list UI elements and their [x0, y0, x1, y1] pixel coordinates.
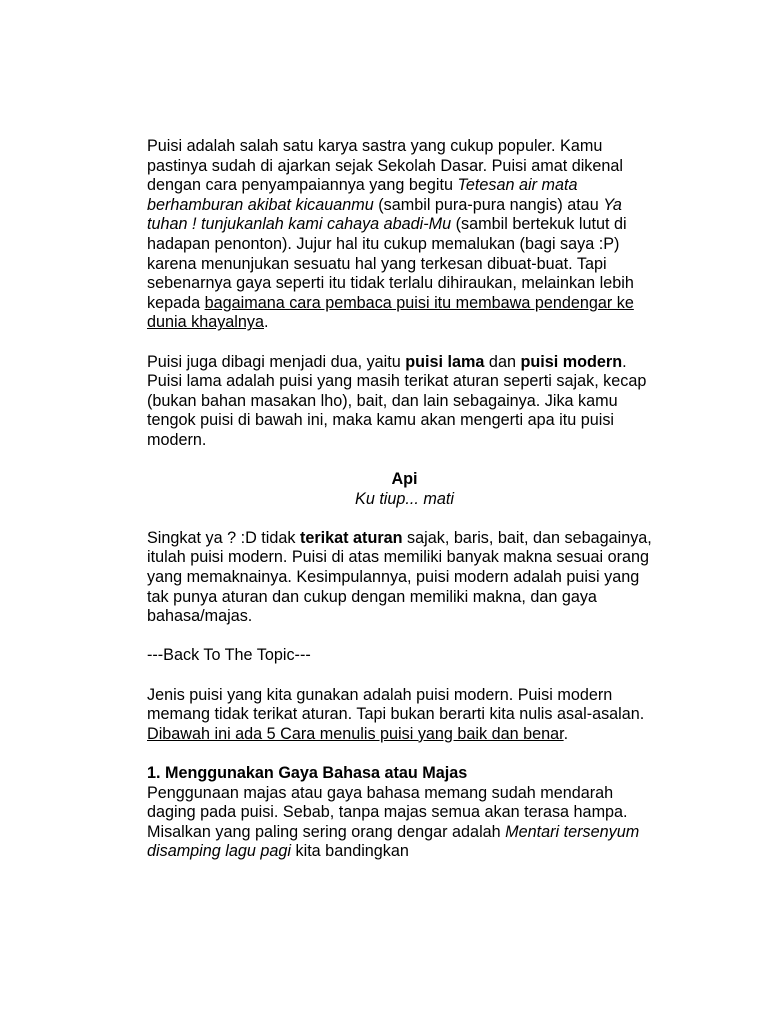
poem-title: Api — [391, 470, 418, 489]
topic-divider: ---Back To The Topic--- — [147, 646, 311, 665]
paragraph-modern: Jenis puisi yang kita gunakan adalah puisi modern. Puisi modern memang tidak terikat aturan. Tapi bukan berarti kita nulis asal-asalan. Dibawah ini ada 5 Cara menulis puisi yang baik dan benar. — [147, 685, 645, 743]
bold-term-puisi-modern: puisi modern — [520, 352, 623, 371]
italic-example-3: Mentari tersenyum disamping lagu pagi — [147, 822, 640, 861]
bold-term-terikat-aturan: terikat aturan — [299, 528, 403, 547]
poem-line: Ku tiup... mati — [355, 489, 454, 508]
paragraph-section-1: Penggunaan majas atau gaya bahasa memang sudah mendarah daging pada puisi. Sebab, tanpa majas semua akan terasa hampa. Misalkan yang paling sering orang dengar adalah Mentari tersenyum disamping lagu pagi kita bandingkan — [147, 783, 640, 861]
paragraph-explanation: Singkat ya ? :D tidak terikat aturan sajak, baris, bait, dan sebagainya, itulah puisi modern. Puisi di atas memiliki banyak makna sesuai orang yang memaknainya. Kesimpulannya, puisi modern adalah puisi yang tak punya aturan dan cukup dengan memiliki makna, dan gaya bahasa/majas. — [147, 528, 652, 626]
underlined-list-intro: Dibawah ini ada 5 Cara menulis puisi yang baik dan benar — [147, 724, 564, 743]
paragraph-types: Puisi juga dibagi menjadi dua, yaitu puisi lama dan puisi modern. Puisi lama adalah puisi yang masih terikat aturan seperti sajak, kecap (bukan bahan masakan lho), bait, dan lain sebagainya. Jika kamu tengok puisi di bawah ini, maka kamu akan mengerti apa itu puisi modern. — [147, 352, 647, 449]
italic-example-2: Ya tuhan ! tunjukanlah kami cahaya abadi-Mu — [147, 195, 622, 234]
bold-term-puisi-lama: puisi lama — [405, 352, 485, 371]
document-body — [147, 137, 662, 862]
section-heading-1: 1. Menggunakan Gaya Bahasa atau Majas — [147, 764, 468, 782]
italic-example-1: Tetesan air mata berhamburan akibat kicauanmu — [147, 176, 578, 214]
paragraph-intro: Puisi adalah salah satu karya sastra yang cukup populer. Kamu pastinya sudah di ajarkan sejak Sekolah Dasar. Puisi amat dikenal dengan cara penyampaiannya yang begitu Tetesan air mata berhamburan akibat kicauanmu (sambil pura-pura nangis) atau Ya tuhan ! tunjukanlah kami cahaya abadi-Mu (sambil bertekuk lutut di hadapan penonton). Jujur hal itu cukup memalukan (bagi saya :P) karena menunjukan sesuatu hal yang terkesan dibuat-buat. Tapi sebenarnya gaya seperti itu tidak terlalu dihiraukan, melainkan lebih kepada bagaimana cara pembaca puisi itu membawa pendengar ke dunia khayalnya. — [147, 137, 634, 332]
underlined-phrase: bagaimana cara pembaca puisi itu membawa pendengar ke dunia khayalnya — [147, 293, 634, 332]
